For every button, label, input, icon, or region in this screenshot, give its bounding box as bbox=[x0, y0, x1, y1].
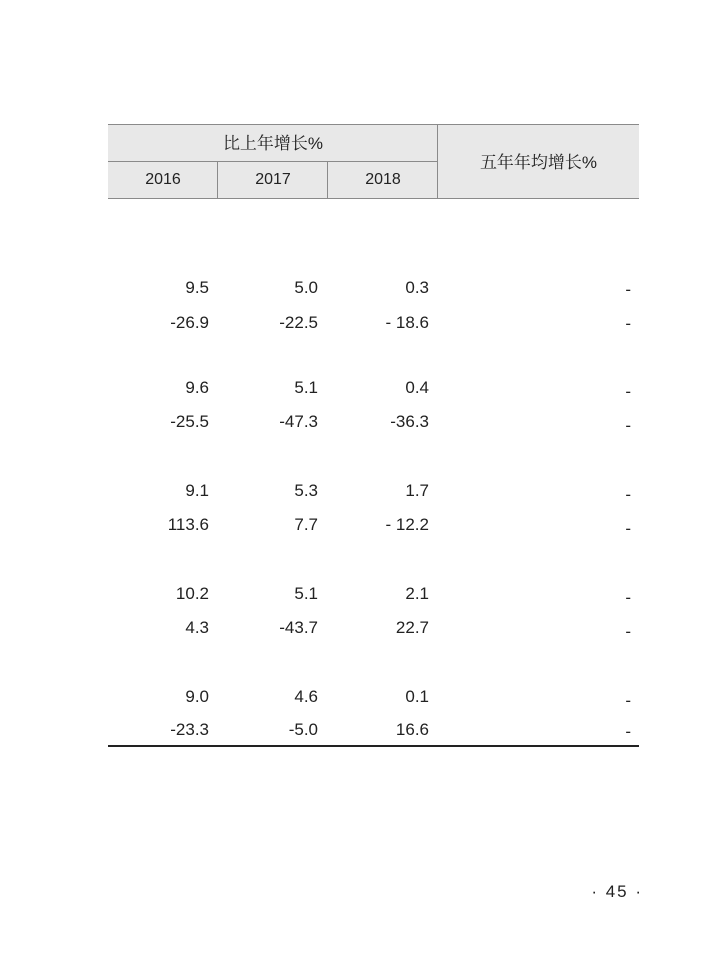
cell-2017: 5.3 bbox=[294, 481, 318, 500]
cell-2016: 9.1 bbox=[185, 481, 209, 500]
cell-2016: 113.6 bbox=[167, 515, 209, 534]
cell-five-year: - bbox=[625, 280, 631, 299]
cell-2016: -26.9 bbox=[170, 313, 209, 332]
cell-2017: -43.7 bbox=[279, 618, 318, 637]
header-subdivider bbox=[108, 161, 438, 162]
table-bottom-rule bbox=[108, 745, 639, 747]
cell-2017: 7.7 bbox=[294, 515, 318, 534]
cell-2018: 16.6 bbox=[395, 720, 429, 739]
cell-2017: -22.5 bbox=[279, 313, 318, 332]
cell-five-year: - bbox=[625, 314, 631, 333]
cell-five-year: - bbox=[625, 519, 631, 538]
group-label: 比上年增长% bbox=[222, 134, 324, 153]
cell-2016: -25.5 bbox=[170, 412, 209, 431]
cell-2018: 2.1 bbox=[405, 584, 429, 603]
cell-2017: 5.0 bbox=[294, 278, 318, 297]
year-2017-label: 2017 bbox=[255, 171, 291, 188]
cell-2018: 1.7 bbox=[405, 481, 429, 500]
cell-2016: -23.3 bbox=[170, 720, 209, 739]
cell-2017: 4.6 bbox=[294, 687, 318, 706]
cell-2016: 9.6 bbox=[185, 378, 209, 397]
cell-2018: 0.4 bbox=[405, 378, 429, 397]
cell-2018: - 12.2 bbox=[385, 515, 429, 534]
cell-2018: - 18.6 bbox=[385, 313, 429, 332]
cell-2018: -36.3 bbox=[390, 412, 429, 431]
cell-2016: 9.5 bbox=[185, 278, 209, 297]
cell-five-year: - bbox=[625, 691, 631, 710]
cell-2018: 0.1 bbox=[405, 687, 429, 706]
cell-2016: 9.0 bbox=[185, 687, 209, 706]
page-number: · 45 · bbox=[591, 882, 643, 901]
cell-five-year: - bbox=[625, 382, 631, 401]
cell-2017: 5.1 bbox=[294, 584, 318, 603]
cell-2018: 22.7 bbox=[395, 618, 429, 637]
five-year-label: 五年年均增长% bbox=[479, 153, 598, 172]
cell-five-year: - bbox=[625, 722, 631, 741]
cell-five-year: - bbox=[625, 588, 631, 607]
cell-five-year: - bbox=[625, 485, 631, 504]
cell-2017: 5.1 bbox=[294, 378, 318, 397]
cell-five-year: - bbox=[625, 622, 631, 641]
cell-2017: -5.0 bbox=[288, 720, 318, 739]
year-2018-label: 2018 bbox=[365, 171, 401, 188]
cell-2017: -47.3 bbox=[279, 412, 318, 431]
cell-five-year: - bbox=[625, 416, 631, 435]
cell-2016: 10.2 bbox=[175, 584, 209, 603]
cell-2018: 0.3 bbox=[405, 278, 429, 297]
year-2016-label: 2016 bbox=[145, 171, 181, 188]
cell-2016: 4.3 bbox=[185, 618, 209, 637]
